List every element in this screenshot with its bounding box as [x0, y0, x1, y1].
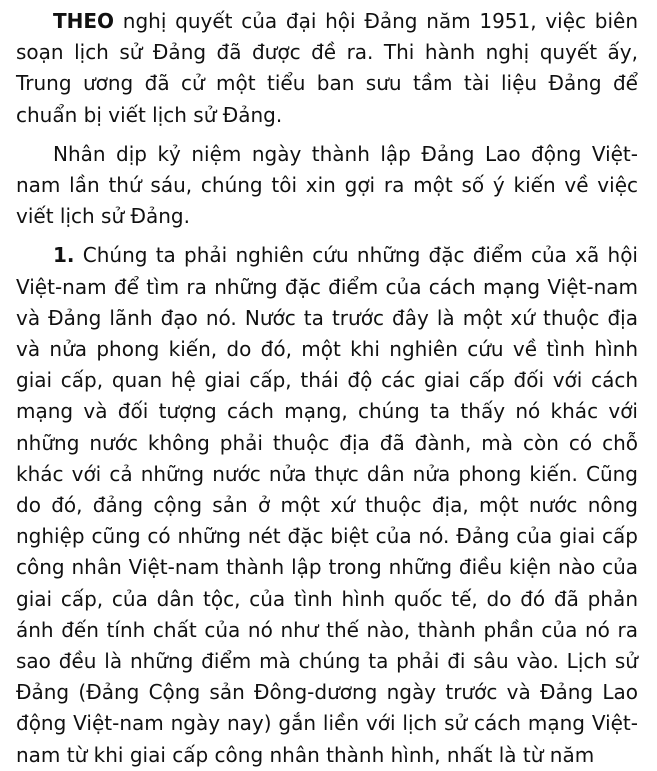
point-number: 1. [53, 243, 75, 268]
paragraph-text: Nhân dịp kỷ niệm ngày thành lập Đảng Lao động Việt-nam lần thứ sáu, chúng tôi xin gợi ra một số ý kiến về việc viết lịch sử Đảng. [16, 141, 638, 229]
lead-word: THEO [53, 9, 115, 33]
paragraph-text: Chúng ta phải nghiên cứu những đặc điểm của xã hội Việt-nam để tìm ra những đặc điểm của cách mạng Việt-nam và Đảng lãnh đạo nó. Nước ta trước đây là một xứ thuộc địa và nửa phong kiến, do đó, một khi nghiên cứu về tình hình giai cấp, quan hệ giai cấp, thái độ các giai cấp đối với cách mạng và đối tượng cách mạng, chúng ta thấy nó khác với những nước không phải thuộc địa đã đành, mà còn có chỗ khác với cả những nước nửa thực dân nửa phong kiến. Cũng do đó, đảng cộng sản ở một xứ thuộc địa, một nước nông nghiệp cũng có những nét đặc biệt của nó. Đảng của giai cấp công nhân Việt-nam thành lập trong những điều kiện nào của giai cấp, của dân tộc, của tình hình quốc tế, do đó đã phản ánh đến tính chất của nó như thế nào, thành phần của nó ra sao đều là những điểm mà chúng ta phải đi sâu vào. Lịch sử Đảng (Đảng Cộng sản Đông-dương ngày trước và Đảng Lao động Việt-nam ngày nay) gắn liền với lịch sử cách mạng Việt-nam từ khi giai cấp công nhân thành hình, nhất là từ năm [16, 243, 638, 767]
document-page [16, 6, 638, 771]
paragraph-intro [16, 6, 638, 131]
paragraph-point-1 [16, 240, 638, 770]
paragraph-occasion [16, 139, 638, 233]
paragraph-text: nghị quyết của đại hội Đảng năm 1951, việc biên soạn lịch sử Đảng đã được đề ra. Thi hành nghị quyết ấy, Trung ương đã cử một tiểu ban sưu tầm tài liệu Đảng để chuẩn bị viết lịch sử Đảng. [16, 9, 638, 127]
